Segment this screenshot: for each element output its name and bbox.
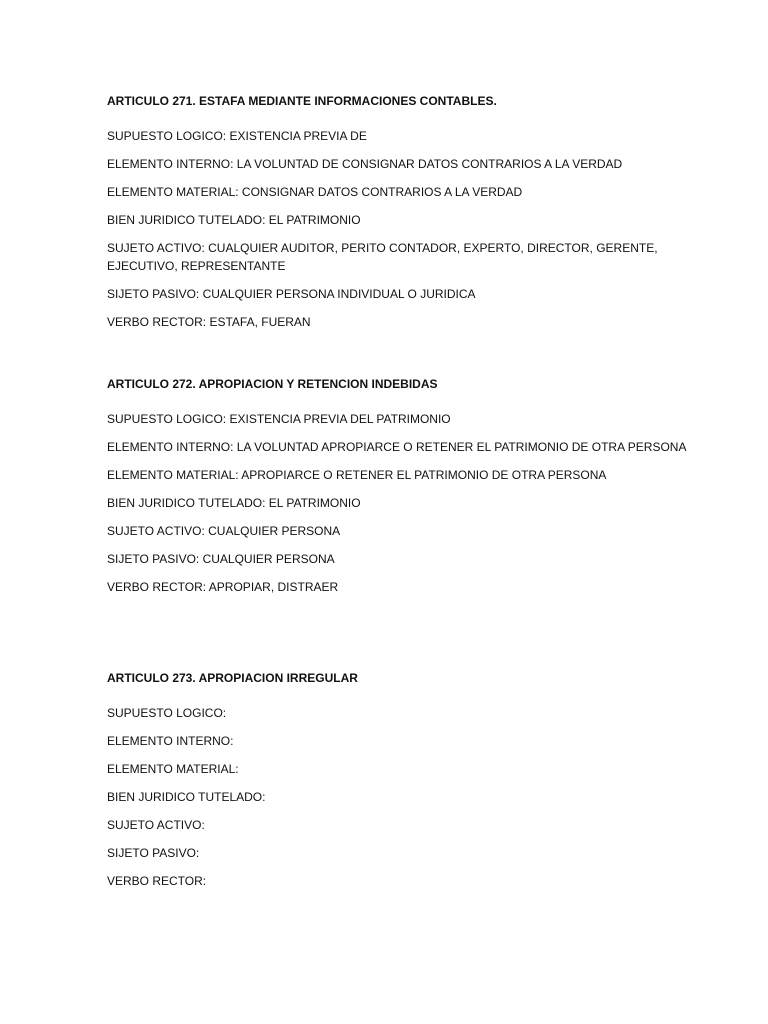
elemento-interno-line: ELEMENTO INTERNO: LA VOLUNTAD DE CONSIGNAR DATOS CONTRARIOS A LA VERDAD: [107, 157, 623, 171]
sujeto-activo-line: SUJETO ACTIVO: CUALQUIER AUDITOR, PERITO CONTADOR, EXPERTO, DIRECTOR, GERENTE, EJECUTIVO, REPRESENTANTE: [107, 241, 658, 273]
article-271-heading: ARTICULO 271. ESTAFA MEDIANTE INFORMACIONES CONTABLES.: [107, 94, 497, 108]
sujeto-activo-line: SUJETO ACTIVO: CUALQUIER PERSONA: [107, 524, 341, 538]
elemento-material-line: ELEMENTO MATERIAL: CONSIGNAR DATOS CONTRARIOS A LA VERDAD: [107, 185, 523, 199]
article-271-section: [107, 93, 677, 331]
verbo-rector-line: VERBO RECTOR: ESTAFA, FUERAN: [107, 315, 311, 329]
elemento-material-line: ELEMENTO MATERIAL: APROPIARCE O RETENER EL PATRIMONIO DE OTRA PERSONA: [107, 468, 607, 482]
article-272-section: [107, 376, 687, 596]
verbo-rector-line: VERBO RECTOR:: [107, 874, 207, 888]
elemento-material-line: ELEMENTO MATERIAL:: [107, 762, 239, 776]
verbo-rector-line: VERBO RECTOR: APROPIAR, DISTRAER: [107, 580, 339, 594]
sujeto-pasivo-line: SIJETO PASIVO: CUALQUIER PERSONA: [107, 552, 335, 566]
bien-juridico-line: BIEN JURIDICO TUTELADO:: [107, 790, 266, 804]
elemento-interno-line: ELEMENTO INTERNO: LA VOLUNTAD APROPIARCE O RETENER EL PATRIMONIO DE OTRA PERSONA: [107, 440, 687, 454]
supuesto-logico-line: SUPUESTO LOGICO: EXISTENCIA PREVIA DEL PATRIMONIO: [107, 412, 451, 426]
supuesto-logico-line: SUPUESTO LOGICO:: [107, 706, 227, 720]
article-273-section: [107, 670, 677, 890]
sujeto-activo-line: SUJETO ACTIVO:: [107, 818, 205, 832]
article-273-heading: ARTICULO 273. APROPIACION IRREGULAR: [107, 671, 358, 685]
supuesto-logico-line: SUPUESTO LOGICO: EXISTENCIA PREVIA DE: [107, 129, 367, 143]
sujeto-pasivo-line: SIJETO PASIVO: CUALQUIER PERSONA INDIVIDUAL O JURIDICA: [107, 287, 476, 301]
sujeto-pasivo-line: SIJETO PASIVO:: [107, 846, 200, 860]
bien-juridico-line: BIEN JURIDICO TUTELADO: EL PATRIMONIO: [107, 496, 361, 510]
bien-juridico-line: BIEN JURIDICO TUTELADO: EL PATRIMONIO: [107, 213, 361, 227]
elemento-interno-line: ELEMENTO INTERNO:: [107, 734, 234, 748]
article-272-heading: ARTICULO 272. APROPIACION Y RETENCION INDEBIDAS: [107, 377, 438, 391]
